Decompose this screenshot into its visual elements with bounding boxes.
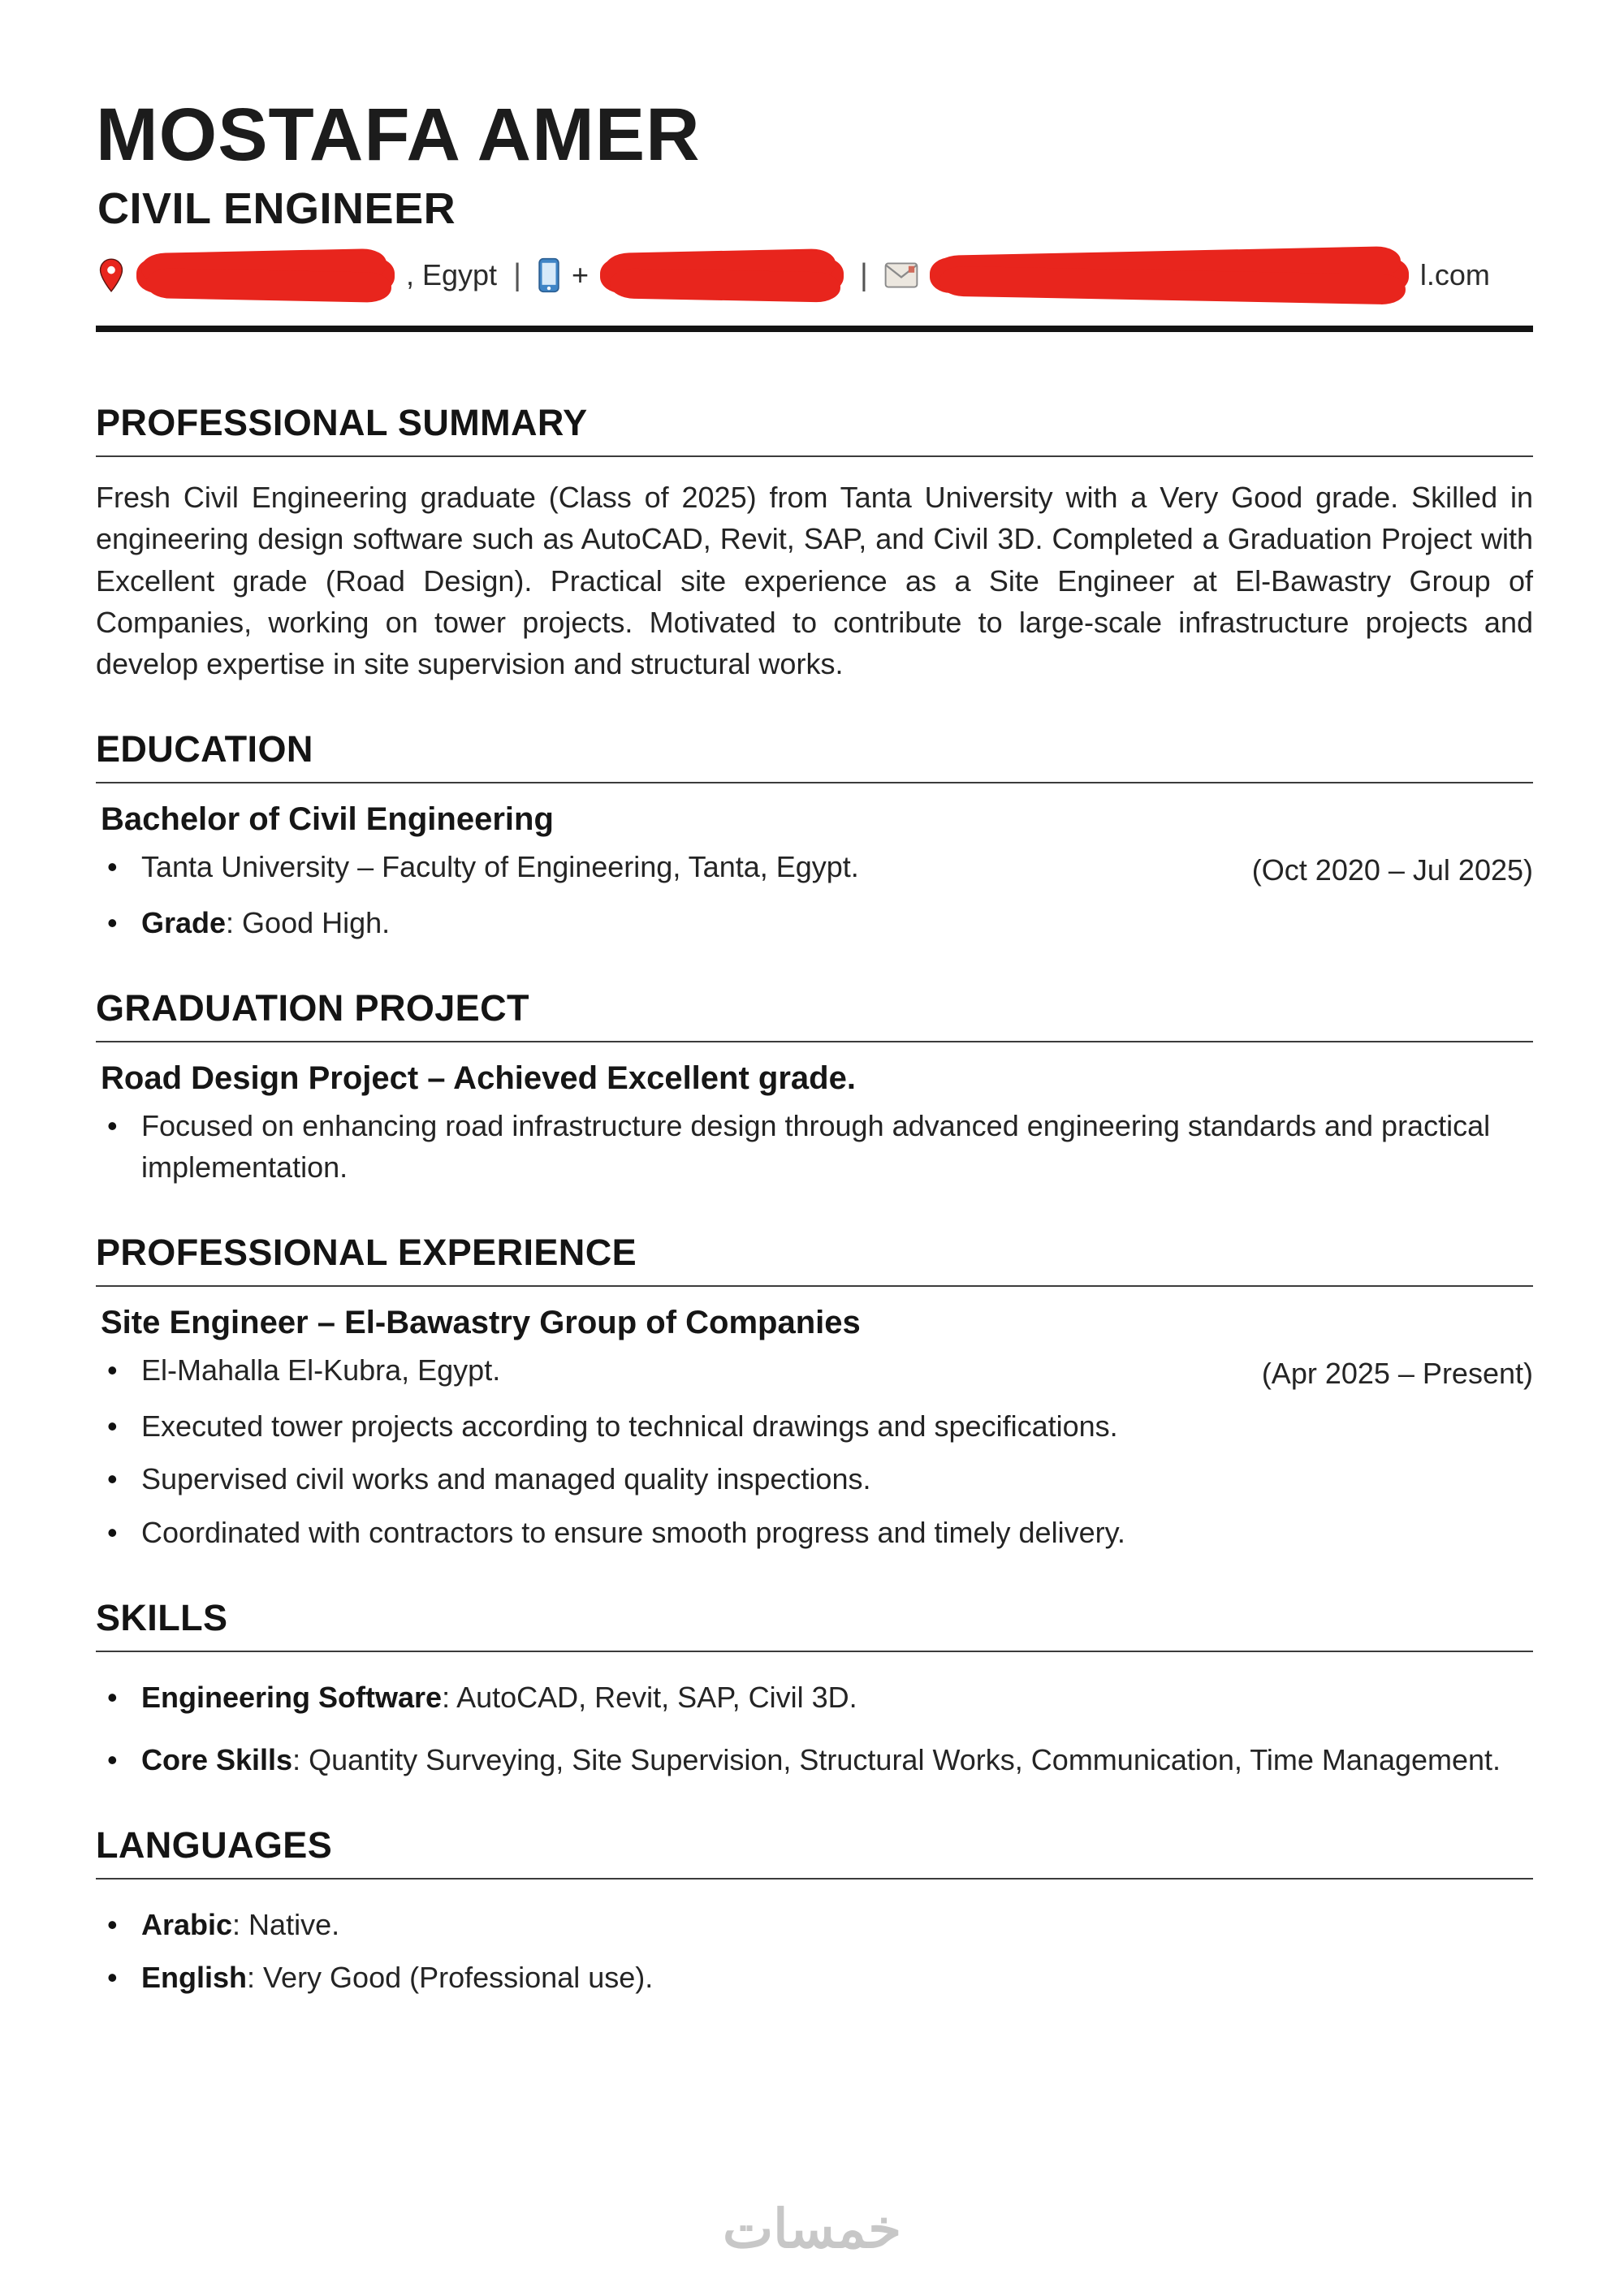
section-heading-summary: PROFESSIONAL SUMMARY <box>96 402 1533 457</box>
list-item <box>96 1904 1533 1945</box>
location-pin-icon <box>97 257 125 293</box>
summary-paragraph: Fresh Civil Engineering graduate (Class of 2025) from Tanta University with a Very Good grade. Skilled in engineering design software such as AutoCAD, Revit, SAP, and Civil 3D. Completed a Graduation Project with Excellent grade (Road Design). Practical site experience as a Site Engineer at El-Bawastry Group of Companies, working on tower projects. Motivated to contribute to large-scale infrastructure projects and develop expertise in site supervision and structural works. <box>96 481 1533 680</box>
bullet-text: • Arabic: Native. <box>141 1907 340 1941</box>
redacted-phone <box>600 257 844 293</box>
bullet-text: • Grade: Good High. <box>141 905 391 939</box>
section-languages <box>96 1824 1533 1998</box>
contact-separator: | <box>513 257 521 292</box>
candidate-title: CIVIL ENGINEER <box>97 183 456 233</box>
list-item <box>96 1105 1533 1188</box>
bullet-text: • English: Very Good (Professional use). <box>141 1961 654 1995</box>
khamsat-watermark: خمسات <box>722 2199 902 2259</box>
bullet-text: • Core Skills: Quantity Surveying, Site Supervision, Structural Works, Communication, Time Management. <box>141 1742 1501 1776</box>
experience-list <box>96 1349 1533 1552</box>
header-divider <box>96 326 1533 332</box>
contact-location-visible: , Egypt <box>406 258 498 292</box>
degree-title: Bachelor of Civil Engineering <box>101 801 554 837</box>
contact-row <box>97 249 1533 301</box>
bullet-text: • Executed tower projects according to technical drawings and specifications. <box>141 1409 1118 1444</box>
redacted-email <box>930 257 1409 293</box>
bullet-label: Grade <box>141 905 227 939</box>
list-item <box>96 1677 1533 1718</box>
list-item <box>96 1405 1533 1447</box>
resume-header <box>96 93 1533 332</box>
section-heading-languages: LANGUAGES <box>96 1824 1533 1880</box>
bullet-label: English <box>141 1961 248 1995</box>
bullet-text: • Supervised civil works and managed quality inspections. <box>141 1462 871 1496</box>
date-range: (Oct 2020 – Jul 2025) <box>1251 852 1533 887</box>
job-title: Site Engineer – El-Bawastry Group of Companies <box>101 1305 861 1341</box>
section-heading-experience: PROFESSIONAL EXPERIENCE <box>96 1232 1533 1287</box>
candidate-name: MOSTAFA AMER <box>96 93 701 176</box>
bullet-label: Engineering Software <box>141 1680 443 1714</box>
bullet-label: Core Skills <box>141 1742 293 1776</box>
list-item <box>96 1957 1533 1998</box>
list-item <box>96 1458 1533 1500</box>
date-range: (Apr 2025 – Present) <box>1261 1357 1533 1391</box>
languages-list <box>96 1904 1533 1998</box>
section-education <box>96 728 1533 943</box>
section-heading-skills: SKILLS <box>96 1597 1533 1652</box>
section-skills <box>96 1597 1533 1780</box>
project-title: Road Design Project – Achieved Excellent grade. <box>101 1060 856 1097</box>
list-item <box>96 902 1533 943</box>
section-heading-education: EDUCATION <box>96 728 1533 783</box>
contact-email-visible: l.com <box>1419 258 1490 292</box>
section-professional-summary <box>96 402 1533 684</box>
contact-phone-prefix: + <box>571 258 589 292</box>
list-item <box>96 1739 1533 1780</box>
list-item <box>96 1512 1533 1553</box>
section-graduation-project <box>96 987 1533 1188</box>
envelope-icon <box>884 261 918 290</box>
skills-list <box>96 1677 1533 1780</box>
bullet-text: • Focused on enhancing road infrastructure design through advanced engineering standards and practical implementation. <box>141 1109 1491 1185</box>
bullet-text: • Engineering Software: AutoCAD, Revit, SAP, Civil 3D. <box>141 1680 857 1714</box>
mobile-phone-icon <box>538 257 560 293</box>
bullet-label: Arabic <box>141 1907 233 1941</box>
education-list <box>96 846 1533 943</box>
section-professional-experience <box>96 1232 1533 1552</box>
bullet-text: • El-Mahalla El-Kubra, Egypt. <box>141 1353 501 1388</box>
bullet-text: • Coordinated with contractors to ensure smooth progress and timely delivery. <box>141 1515 1125 1549</box>
bullet-text: • Tanta University – Faculty of Engineering, Tanta, Egypt. <box>141 849 859 883</box>
graduation-project-list <box>96 1105 1533 1188</box>
list-item <box>96 846 1533 891</box>
section-heading-graduation-project: GRADUATION PROJECT <box>96 987 1533 1042</box>
list-item <box>96 1349 1533 1394</box>
redacted-location <box>136 257 395 293</box>
contact-separator: | <box>859 257 868 292</box>
